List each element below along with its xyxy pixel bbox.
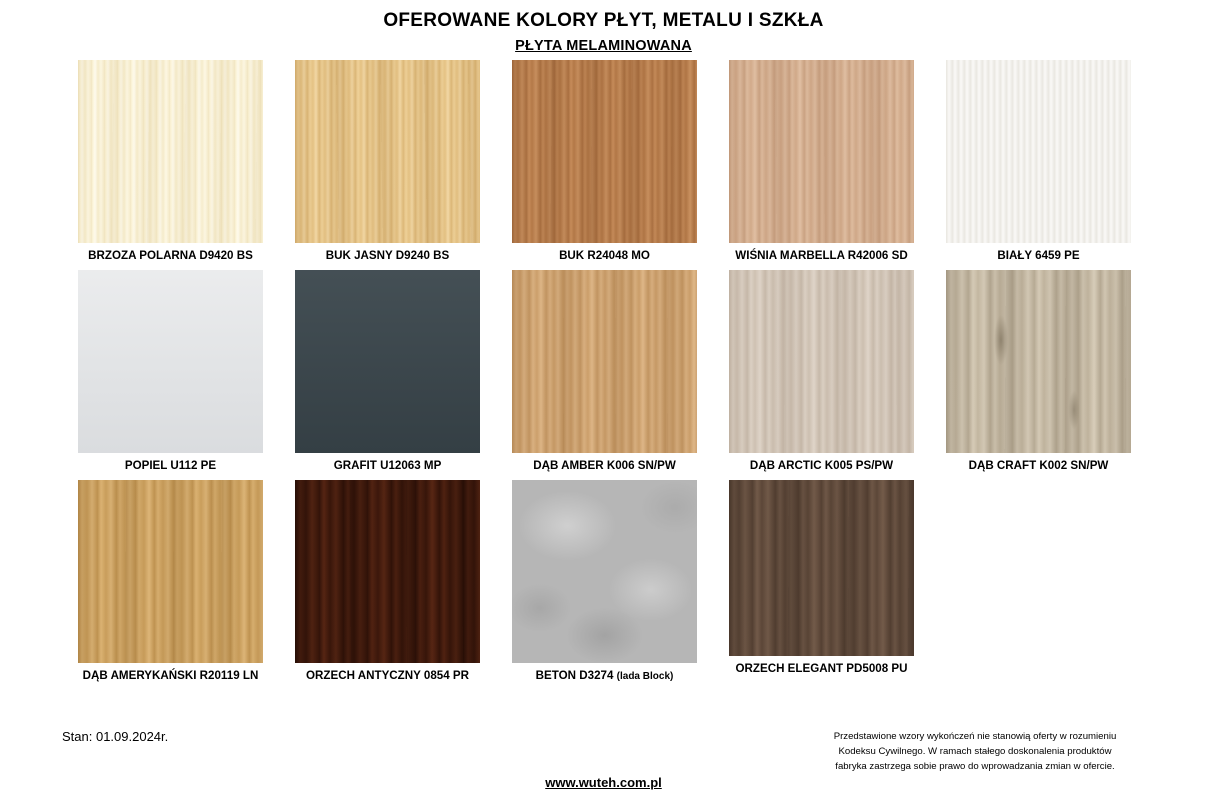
swatch-color-dab-craft [946,270,1131,453]
swatch-label-main: BETON D3274 [535,669,614,682]
disclaimer-line-2: Kodeksu Cywilnego. W ramach stałego doskonalenia produktów [838,746,1112,757]
disclaimer [805,729,1145,774]
swatch-label: BRZOZA POLARNA D9420 BS [88,249,253,262]
website-link[interactable]: www.wuteh.com.pl [545,775,662,790]
swatch-color-buk-jasny [295,60,480,243]
swatch-color-bialy-6459 [946,60,1131,243]
swatch-cell-orzech-antyczny[interactable] [279,480,496,684]
swatch-color-dab-amerykanski [78,480,263,663]
swatch-color-popiel-u112 [78,270,263,453]
swatch-color-orzech-elegant [729,480,914,656]
swatch-row [62,60,1147,263]
swatch-label: BUK R24048 MO [559,249,650,262]
swatch-color-beton-d3274 [512,480,697,663]
swatch-cell-wisnia-marbella[interactable] [713,60,930,263]
swatch-row [62,480,1147,684]
swatch-cell-buk-r24048[interactable] [496,60,713,263]
swatch-label: WIŚNIA MARBELLA R42006 SD [735,249,908,262]
swatch-cell-dab-amber[interactable] [496,270,713,473]
swatch-cell-dab-amerykanski[interactable] [62,480,279,684]
disclaimer-line-3: fabryka zastrzega sobie prawo do wprowadzania zmian w ofercie. [835,761,1115,772]
swatch-cell-buk-jasny[interactable] [279,60,496,263]
swatch-cell-beton-d3274[interactable] [496,480,713,684]
swatch-color-buk-r24048 [512,60,697,243]
swatch-label: DĄB AMERYKAŃSKI R20119 LN [82,669,259,682]
swatch-color-brzoza-polarna [78,60,263,243]
swatch-cell-dab-craft[interactable] [930,270,1147,473]
swatch-label: DĄB CRAFT K002 SN/PW [968,459,1109,472]
page-title: OFEROWANE KOLORY PŁYT, METALU I SZKŁA [383,10,824,31]
page-subtitle: PŁYTA MELAMINOWANA [515,38,692,54]
swatch-label: DĄB AMBER K006 SN/PW [533,459,676,472]
swatch-cell-dab-arctic[interactable] [713,270,930,473]
swatch-color-wisnia-marbella [729,60,914,243]
swatch-color-dab-amber [512,270,697,453]
swatch-cell-empty [930,480,1147,684]
swatch-label: BUK JASNY D9240 BS [325,249,450,262]
swatch-label: GRAFIT U12063 MP [333,459,442,472]
swatch-label: BIAŁY 6459 PE [997,249,1080,262]
swatch-color-dab-arctic [729,270,914,453]
swatch-label [536,669,674,684]
disclaimer-line-1: Przedstawione wzory wykończeń nie stanowią oferty w rozumieniu [833,731,1117,742]
swatch-color-orzech-antyczny [295,480,480,663]
swatch-grid [62,60,1147,691]
swatch-cell-brzoza-polarna[interactable] [62,60,279,263]
swatch-cell-popiel-u112[interactable] [62,270,279,473]
swatch-label: ORZECH ELEGANT PD5008 PU [735,662,908,675]
swatch-cell-bialy-6459[interactable] [930,60,1147,263]
swatch-cell-orzech-elegant[interactable] [713,480,930,684]
swatch-color-grafit-u12063 [295,270,480,453]
swatch-row [62,270,1147,473]
status-date: Stan: 01.09.2024r. [62,729,169,744]
swatch-label: POPIEL U112 PE [124,459,217,472]
swatch-label: DĄB ARCTIC K005 PS/PW [749,459,894,472]
swatch-label: ORZECH ANTYCZNY 0854 PR [306,669,469,682]
swatch-cell-grafit-u12063[interactable] [279,270,496,473]
swatch-label-sub: (lada Block) [616,671,674,682]
